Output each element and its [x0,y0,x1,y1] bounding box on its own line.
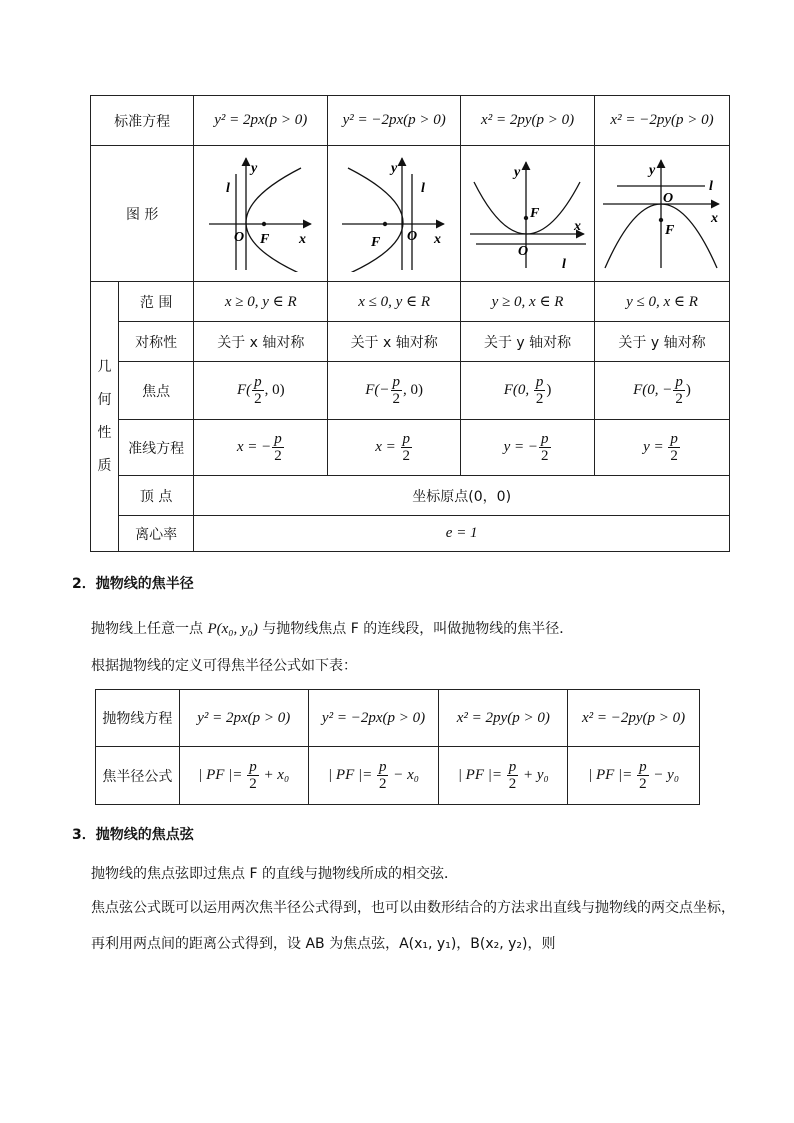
frac-num: p [378,759,387,775]
focus-cell [328,362,461,420]
focus-label: F [371,234,381,250]
x-label: x [434,231,442,247]
section-3-paragraph-3: 再利用两点间的距离公式得到，设 AB 为焦点弦，A(x₁, y₁)，B(x₂, y₂)，则 [91,936,556,952]
row-label-equation: 标准方程 [91,96,194,146]
frac-num: p [274,431,282,447]
parabola-left-graph [334,152,454,272]
table-row [96,747,700,805]
fraction [377,759,389,792]
origin-label: O [407,228,418,244]
fraction [637,759,649,792]
x-label: x [711,210,719,226]
eccentricity-cell: e = 1 [194,516,730,552]
expr-part: F(0, [503,381,533,398]
group-char: 性 [97,424,112,441]
group-char: 何 [97,391,112,408]
expr-part: + y₀ [519,766,549,783]
frac-num: p [508,759,517,775]
group-char: 质 [97,457,112,474]
l-label: l [561,256,566,272]
section-3-paragraph-1: 抛物线的焦点弦即过焦点 F 的直线与抛物线所成的相交弦． [91,866,458,882]
section-3-paragraph-2: 焦点弦公式既可以运用两次焦半径公式得到，也可以由数形结合的方法求出直线与抛物线的两交点坐标， [91,900,735,916]
section-2-heading: 2．抛物线的焦半径 [72,576,194,592]
row-label-focus: 焦点 [118,362,193,420]
graph-cell [595,146,730,282]
frac-num: p [254,374,262,390]
table-row [91,96,730,146]
frac-num: p [541,431,549,447]
section-2-paragraph-1 [91,618,573,638]
fraction [507,759,519,792]
vertex-cell: 坐标原点(0，0) [194,476,730,516]
origin-label: O [517,243,528,259]
origin-label: O [663,190,674,206]
equation-cell: x² = 2py(p > 0) [461,96,595,146]
expr-part: x = − [236,438,272,455]
frac-den: 2 [639,776,647,792]
l-label: l [709,178,713,194]
frac-num: p [670,431,678,447]
expr-part: | PF |= [198,766,247,783]
frac-den: 2 [675,391,683,407]
expr-part: ) [685,381,691,398]
frac-den: 2 [274,448,282,464]
equation-cell: y² = −2px(p > 0) [328,96,461,146]
focus-point [383,221,387,225]
frac-den: 2 [535,391,544,407]
table-row [91,516,730,552]
symmetry-cell: 关于 y 轴对称 [461,322,595,362]
equation-cell: x² = 2py(p > 0) [439,690,568,747]
formula-cell [568,747,700,805]
focus-cell [595,362,730,420]
table-row [91,362,730,420]
frac-den: 2 [392,391,401,407]
expr-part: , 0) [403,381,424,398]
text-part: 抛物线上任意一点 [91,621,208,637]
fraction [252,374,264,407]
frac-num: p [402,431,411,447]
expr-part: ) [546,381,552,398]
table-row [91,146,730,282]
parabola-right-graph [201,152,321,272]
directrix-cell [328,420,461,476]
focus-cell [194,362,328,420]
expr-part: y = − [503,438,539,455]
expr-part: | PF |= [588,766,637,783]
frac-den: 2 [378,776,387,792]
range-cell: y ≤ 0, x ∈ R [595,282,730,322]
graph-cell [194,146,328,282]
symmetry-cell: 关于 y 轴对称 [595,322,730,362]
range-cell: x ≥ 0, y ∈ R [194,282,328,322]
row-label-range: 范 围 [118,282,193,322]
parabola-curve [474,182,580,234]
formula-cell [179,747,308,805]
fraction [247,759,259,792]
fraction [534,374,546,407]
parabola-up-graph [466,152,590,272]
symmetry-cell: 关于 x 轴对称 [194,322,328,362]
equation-cell: y² = 2px(p > 0) [179,690,308,747]
equation-cell: x² = −2py(p > 0) [595,96,730,146]
parabola-curve [246,168,301,272]
frac-den: 2 [254,391,262,407]
focal-radius-table [95,689,700,805]
frac-num: p [639,759,647,775]
parabola-down-graph [599,152,725,272]
expr-part: F( [236,381,252,398]
table-row [91,282,730,322]
focus-point [262,221,266,225]
fraction [391,374,403,407]
fraction [272,431,284,464]
y-label: y [250,160,257,176]
fraction [401,431,413,464]
graph-cell [328,146,461,282]
fraction [539,431,551,464]
parabola-properties-table [90,95,730,552]
focus-cell [461,362,595,420]
l-label: l [421,180,426,196]
focus-label: F [529,205,539,221]
y-label: y [513,164,520,180]
text-part: 与抛物线焦点 F 的连线段，叫做抛物线的焦半径． [257,621,574,637]
group-char: 几 [97,358,112,375]
fraction [668,431,680,464]
y-label: y [649,162,656,178]
frac-den: 2 [670,448,678,464]
focus-label: F [665,222,675,238]
row-label-equation: 抛物线方程 [96,690,180,747]
parabola-curve [348,168,403,272]
section-3-heading: 3．抛物线的焦点弦 [72,827,194,843]
frac-num: p [675,374,683,390]
frac-num: p [392,374,401,390]
table-row [91,420,730,476]
directrix-cell [194,420,328,476]
directrix-cell [461,420,595,476]
row-label-eccentricity: 离心率 [118,516,193,552]
fraction [673,374,685,407]
table-row [91,476,730,516]
expr-part: | PF |= [328,766,376,783]
formula-cell [439,747,568,805]
symmetry-cell: 关于 x 轴对称 [328,322,461,362]
directrix-cell [595,420,730,476]
focus-label: F [259,231,270,247]
frac-den: 2 [249,776,257,792]
table-row [91,322,730,362]
table-row [96,690,700,747]
frac-den: 2 [541,448,549,464]
expr-part: − x₀ [389,766,419,783]
expr-part: x = [375,438,400,455]
focus-point [523,215,527,219]
row-label-directrix: 准线方程 [118,420,193,476]
x-label: x [573,218,581,234]
expr-part: F(− [365,381,390,398]
l-label: l [225,180,230,196]
origin-label: O [233,229,244,245]
x-label: x [298,231,306,247]
formula-cell [308,747,439,805]
row-label-symmetry: 对称性 [118,322,193,362]
section-2-paragraph-2: 根据抛物线的定义可得焦半径公式如下表： [91,658,357,674]
range-cell: y ≥ 0, x ∈ R [461,282,595,322]
expr-part: , 0) [264,381,285,398]
frac-num: p [249,759,257,775]
equation-cell: y² = −2px(p > 0) [308,690,439,747]
frac-den: 2 [402,448,411,464]
row-label-formula: 焦半径公式 [96,747,180,805]
expr-part: F(0, − [633,381,673,398]
graph-cell [461,146,595,282]
expr-part: | PF |= [457,766,506,783]
row-label-figure: 图 形 [91,146,194,282]
focus-point [659,217,663,221]
frac-den: 2 [508,776,517,792]
row-label-vertex: 顶 点 [118,476,193,516]
expr-part: − y₀ [649,766,680,783]
equation-cell: x² = −2py(p > 0) [568,690,700,747]
equation-cell: y² = 2px(p > 0) [194,96,328,146]
frac-num: p [535,374,544,390]
y-label: y [391,160,398,176]
range-cell: x ≤ 0, y ∈ R [328,282,461,322]
expr-part: + x₀ [259,766,290,783]
expr-part: y = [643,438,668,455]
point-expr: P(x₀, y₀) [207,621,258,637]
group-label-geometric-properties [91,282,119,552]
